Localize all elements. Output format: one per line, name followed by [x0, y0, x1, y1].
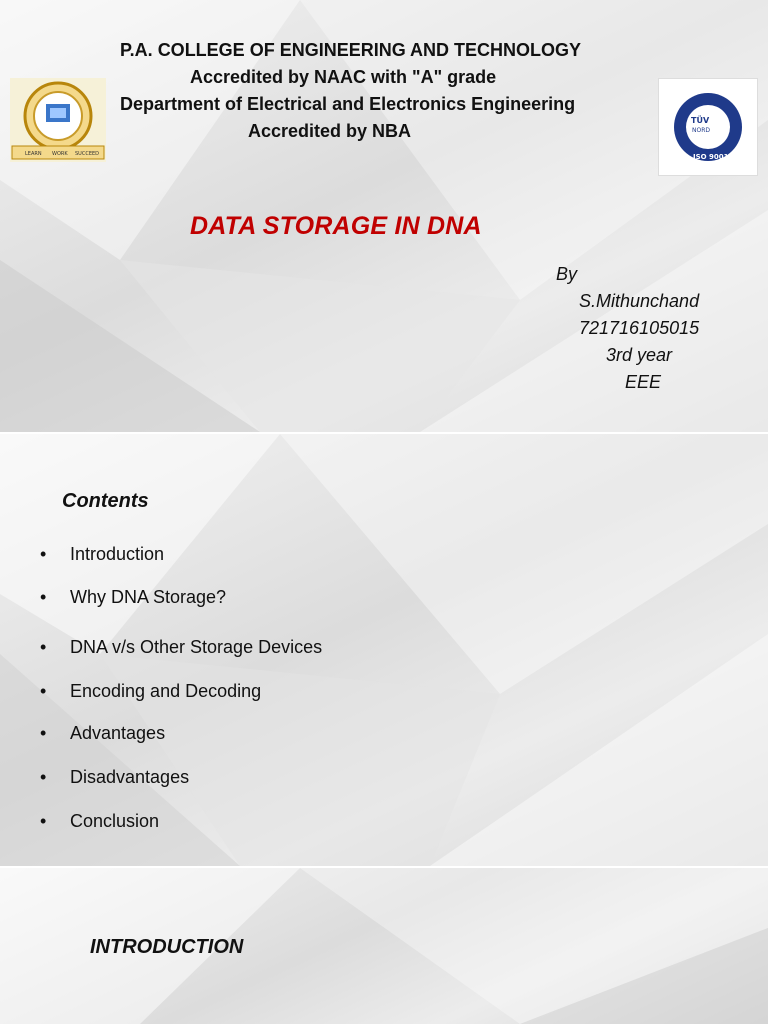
list-item: • DNA v/s Other Storage Devices	[40, 637, 323, 657]
author-branch: EEE	[625, 372, 662, 392]
naac-accreditation: Accredited by NAAC with "A" grade	[190, 67, 497, 87]
svg-text:LEARN: LEARN	[25, 151, 42, 157]
svg-text:ISO 9001: ISO 9001	[693, 153, 729, 161]
svg-text:NORD: NORD	[692, 127, 710, 134]
list-item: • Disadvantages	[40, 767, 190, 787]
nba-accreditation: Accredited by NBA	[248, 121, 412, 141]
tuv-nord-iso-icon	[658, 78, 758, 176]
svg-text:TÜV: TÜV	[691, 116, 710, 125]
list-item: • Encoding and Decoding	[40, 681, 262, 701]
contents-slide	[0, 434, 768, 866]
title-slide	[0, 0, 768, 432]
introduction-slide	[0, 868, 768, 1024]
list-item: • Advantages	[40, 723, 166, 743]
introduction-heading: INTRODUCTION	[90, 936, 244, 958]
author-name: S.Mithunchand	[579, 291, 700, 311]
presentation-title: DATA STORAGE IN DNA	[190, 212, 482, 240]
author-roll-no: 721716105015	[579, 318, 700, 338]
college-name: P.A. COLLEGE OF ENGINEERING AND TECHNOLOGY	[120, 40, 582, 60]
author-year: 3rd year	[606, 345, 673, 365]
svg-text:WORK: WORK	[52, 151, 68, 157]
list-item: • Why DNA Storage?	[40, 587, 227, 607]
contents-heading: Contents	[62, 490, 149, 512]
svg-text:SUCCEED: SUCCEED	[75, 151, 99, 157]
college-seal-icon	[10, 78, 106, 162]
list-item: • Conclusion	[40, 811, 160, 831]
author-by: By	[556, 264, 578, 284]
department-name: Department of Electrical and Electronics Engineering	[120, 94, 576, 114]
list-item: • Introduction	[40, 544, 165, 564]
